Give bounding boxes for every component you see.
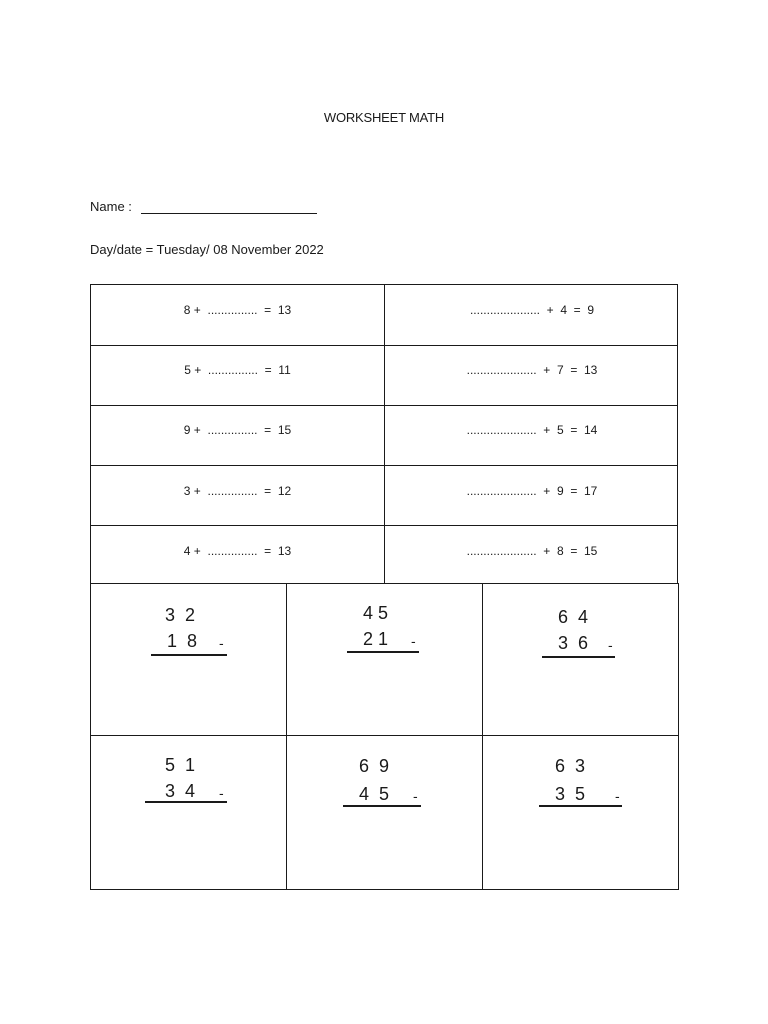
answer-line [539,805,622,807]
minuend: 5 1 [165,755,196,775]
minus-sign: - [615,788,620,804]
subtrahend: 1 8 [167,631,198,651]
addition-equation-right-3[interactable]: ..................... + 5 = 14 [466,423,598,437]
subtrahend: 2 1 [363,629,389,649]
minus-sign: - [219,635,224,651]
addition-equation-left-3[interactable]: 9 + ............... = 15 [183,423,292,437]
answer-line [343,805,421,807]
addition-table [90,284,678,584]
addition-equation-left-5[interactable]: 4 + ............... = 13 [183,544,292,558]
answer-line [347,651,419,653]
minuend: 6 3 [555,756,586,776]
column-divider [482,583,483,889]
minuend: 4 5 [363,603,389,623]
worksheet-title: WORKSHEET MATH [323,110,445,125]
column-divider [286,583,287,889]
answer-line [145,801,227,803]
subtrahend: 3 4 [165,781,196,801]
row-divider [91,465,677,466]
minus-sign: - [411,633,416,649]
subtrahend: 4 5 [359,784,390,804]
subtrahend: 3 6 [558,633,589,653]
addition-equation-right-1[interactable]: ..................... + 4 = 9 [469,303,595,317]
addition-equation-right-2[interactable]: ..................... + 7 = 13 [466,363,598,377]
minuend: 3 2 [165,605,196,625]
name-label: Name : [90,199,132,214]
answer-line [542,656,615,658]
addition-equation-right-5[interactable]: ..................... + 8 = 15 [466,544,598,558]
addition-equation-right-4[interactable]: ..................... + 9 = 17 [466,484,598,498]
subtraction-table [90,583,679,890]
minus-sign: - [608,637,613,653]
row-divider [91,345,677,346]
addition-equation-left-2[interactable]: 5 + ............... = 11 [184,363,291,377]
subtrahend: 3 5 [555,784,586,804]
column-divider [384,285,385,583]
minuend: 6 9 [359,756,390,776]
row-divider [91,735,678,736]
answer-line [151,654,227,656]
date-line: Day/date = Tuesday/ 08 November 2022 [90,242,324,257]
name-input-line[interactable] [141,213,317,214]
row-divider [91,525,677,526]
minuend: 6 4 [558,607,589,627]
minus-sign: - [219,785,224,801]
minus-sign: - [413,788,418,804]
addition-equation-left-1[interactable]: 8 + ............... = 13 [183,303,292,317]
addition-equation-left-4[interactable]: 3 + ............... = 12 [183,484,292,498]
row-divider [91,405,677,406]
